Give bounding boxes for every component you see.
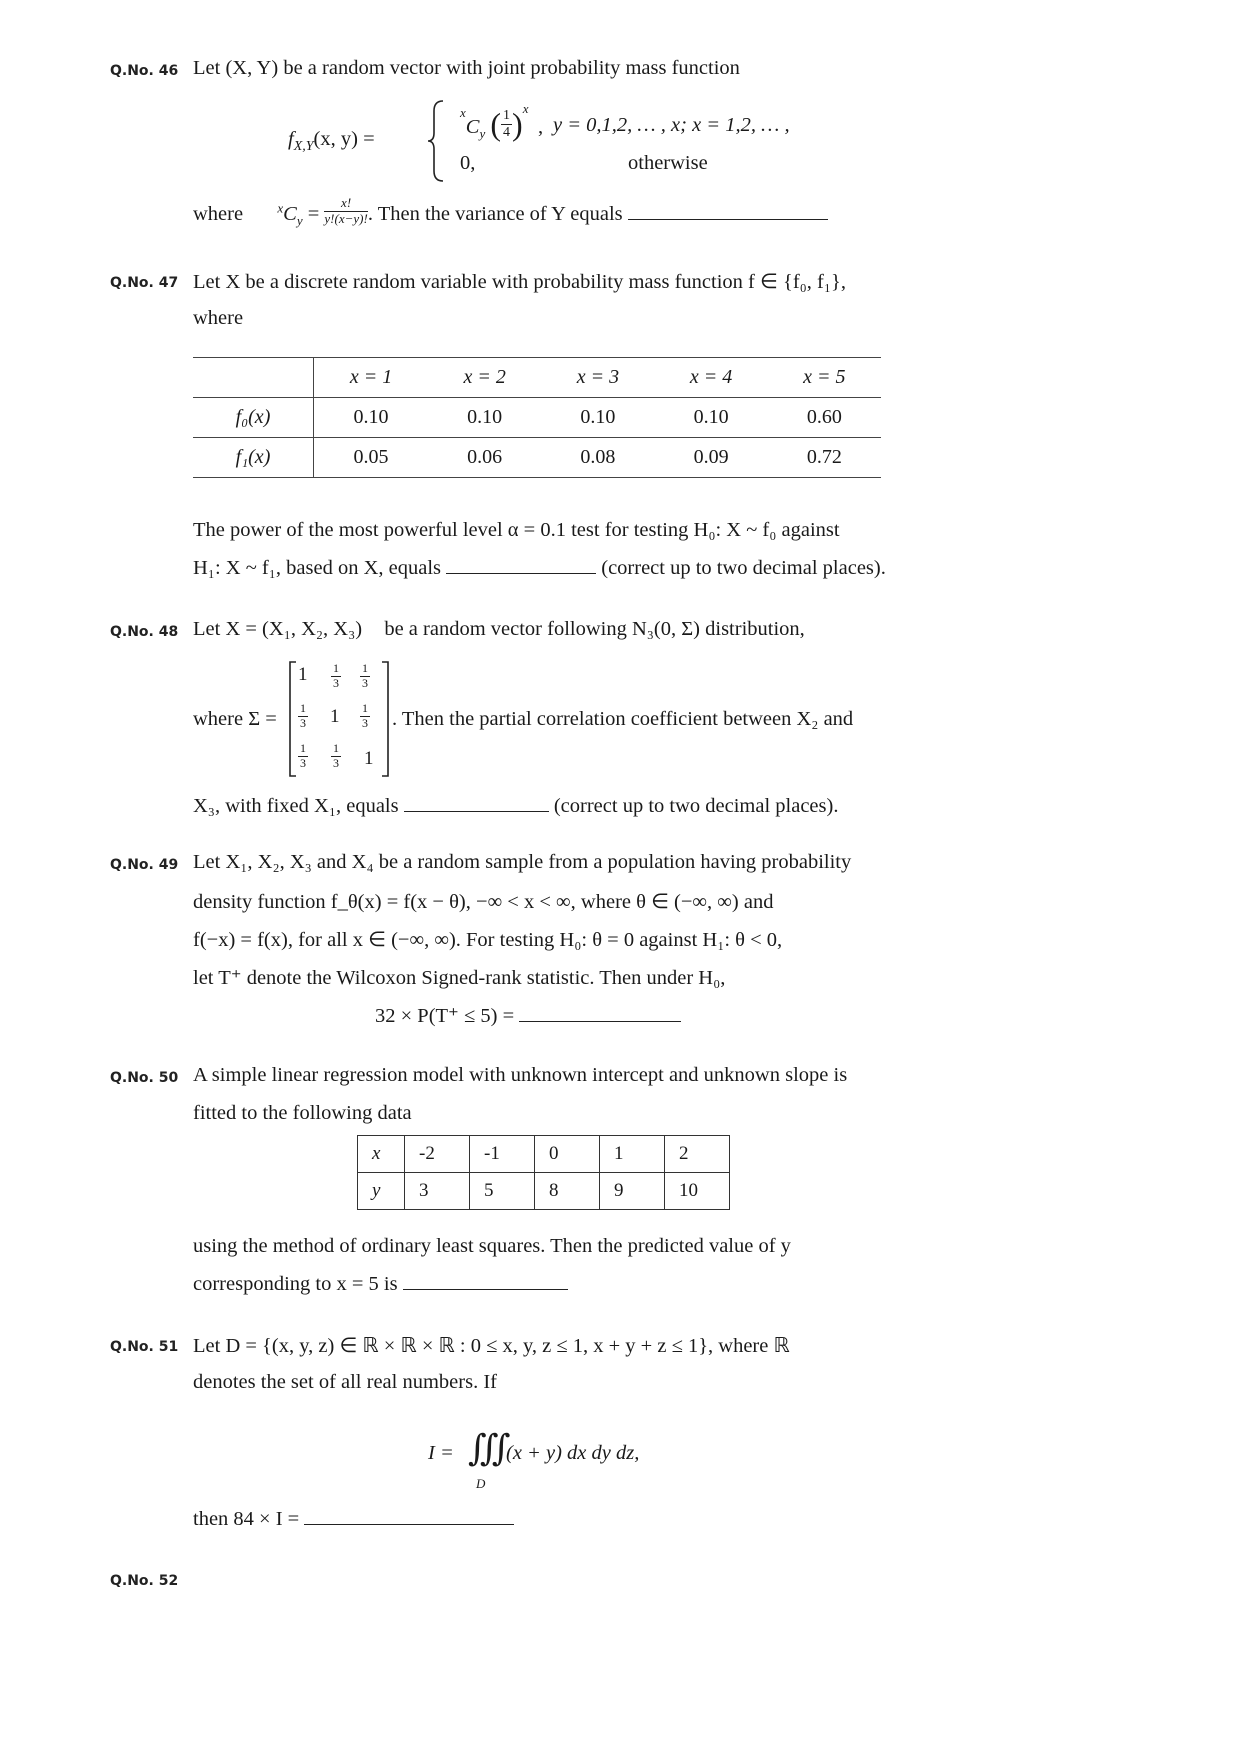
matrix-entry-1-3: 1 3 (362, 661, 368, 690)
pmf-cell: 0.09 (655, 438, 768, 478)
def-coef-superscript: x (277, 200, 284, 216)
q48-answer-blank (404, 810, 549, 812)
question-number-46: Q.No. 46 (110, 63, 179, 79)
pmf-header-cell: x = 2 (428, 358, 541, 398)
integral-domain: D (476, 1476, 486, 1491)
q49-line-1: Let X₁, X₂, X₃ and X₄ be a random sample from a population having probability (193, 851, 852, 873)
question-number-51: Q.No. 51 (110, 1339, 179, 1355)
question-number-49: Q.No. 49 (110, 857, 179, 873)
regression-x-value: 1 (600, 1136, 665, 1173)
q48-answer-line (193, 795, 838, 818)
pmf-table (193, 357, 881, 478)
pmf-header-row (193, 358, 881, 398)
pmf-cell: 0.10 (428, 398, 541, 438)
regression-y-row (358, 1173, 730, 1210)
q51-line-2: denotes the set of all real numbers. If (193, 1371, 497, 1393)
quarter-denominator: 4 (503, 124, 511, 140)
where-label: where (193, 203, 244, 226)
coef-superscript: x (460, 105, 466, 121)
q46-answer-blank (628, 218, 828, 220)
def-numerator: x! (341, 195, 352, 210)
q48-intro-line (193, 618, 805, 641)
matrix-entry-1-1: 1 (298, 664, 308, 685)
integral-sign-icon: ∭ (468, 1428, 511, 1469)
matrix-entry-2-2: 1 (330, 706, 340, 727)
q47-power-text: The power of the most powerful level α = 0.1 test for testing H₀: X ~ f₀ against (193, 519, 840, 541)
case1-condition: y = 0,1,2, … , x; x = 1,2, … , (553, 114, 790, 136)
def-denominator: y!(x−y)! (324, 210, 368, 226)
right-bracket-icon (380, 660, 390, 778)
def-coef-C: C (283, 203, 297, 226)
q46-question-text: Then the variance of Y equals (377, 203, 623, 226)
question-number-47: Q.No. 47 (110, 275, 179, 291)
matrix-entry-2-1: 1 3 (300, 701, 306, 730)
coef-subscript: y (479, 126, 486, 142)
regression-y-value: 10 (665, 1173, 730, 1210)
q49-line-4: let T⁺ denote the Wilcoxon Signed-rank statistic. Then under H₀, (193, 967, 726, 989)
question-number-48: Q.No. 48 (110, 624, 179, 640)
q48-where-label: where Σ = (193, 708, 277, 730)
question-number-52: Q.No. 52 (110, 1573, 179, 1589)
regression-data-table (357, 1135, 730, 1210)
matrix-entry-3-2: 1 3 (333, 741, 339, 770)
pmf-cell: 0.10 (655, 398, 768, 438)
q46-intro-text: Let (X, Y) be a random vector with joint probability mass function (193, 57, 740, 79)
q49-expression: 32 × P(T⁺ ≤ 5) = (375, 1005, 515, 1027)
regression-x-value: 2 (665, 1136, 730, 1173)
pmf-cell: 0.05 (314, 438, 429, 478)
integrand: (x + y) dx dy dz, (506, 1442, 640, 1464)
q50-line-1: A simple linear regression model with unknown intercept and unknown slope is (193, 1064, 848, 1086)
q49-answer-line (375, 1003, 681, 1028)
q46-where-line: where $^xC_y$ = $\frac{x!}{y!(x-y)!}$ . Then the variance of Y equals (193, 200, 828, 231)
f-arguments: (x, y) = (313, 128, 375, 150)
quarter-numerator: 1 (501, 108, 512, 125)
triple-integral (428, 1428, 728, 1498)
pmf-header-cell: x = 3 (541, 358, 654, 398)
q49-answer-blank (519, 1020, 681, 1022)
coef-C: C (465, 116, 480, 138)
f-symbol: f (288, 128, 294, 150)
pmf-header-cell: x = 1 (314, 358, 429, 398)
regression-x-label: x (358, 1136, 405, 1173)
regression-y-value: 3 (405, 1173, 470, 1210)
q51-line-1: Let D = {(x, y, z) ∈ ℝ × ℝ × ℝ : 0 ≤ x, y, z ≤ 1, x + y + z ≤ 1}, where ℝ (193, 1335, 790, 1357)
q48-distribution-text: be a random vector following N₃(0, Σ) distribution, (384, 618, 805, 640)
q47-intro-text: Let X be a discrete random variable with probability mass function f ∈ {f₀, f₁}, (193, 271, 846, 293)
q49-line-2: density function f_θ(x) = f(x − θ), −∞ < x < ∞, where θ ∈ (−∞, ∞) and (193, 891, 774, 913)
pmf-cell: 0.10 (314, 398, 429, 438)
q48-precision-note: (correct up to two decimal places). (553, 795, 839, 817)
pmf-row-label: f₀(x) (193, 398, 314, 438)
q50-answer-blank (403, 1288, 568, 1290)
pmf-cell: 0.72 (768, 438, 881, 478)
pmf-cell: 0.06 (428, 438, 541, 478)
question-number-50: Q.No. 50 (110, 1070, 179, 1086)
q47-answer-line (193, 557, 886, 580)
q49-line-3: f(−x) = f(x), for all x ∈ (−∞, ∞). For testing H₀: θ = 0 against H₁: θ < 0, (193, 929, 783, 951)
pmf-row-f0 (193, 398, 881, 438)
q47-where-text: where (193, 307, 244, 329)
pmf-header-empty (193, 358, 314, 398)
pmf-row-f1 (193, 438, 881, 478)
integral-lhs: I = (428, 1442, 454, 1464)
q50-answer-line (193, 1273, 568, 1296)
matrix-entry-1-2: 1 3 (333, 661, 339, 690)
q51-expression: then 84 × I = (193, 1508, 300, 1530)
regression-x-value: -1 (470, 1136, 535, 1173)
pmf-row-label: f₁(x) (193, 438, 314, 478)
regression-y-value: 5 (470, 1173, 535, 1210)
matrix-entry-3-1: 1 3 (300, 741, 306, 770)
f-subscript: X,Y (293, 139, 314, 155)
regression-y-value: 9 (600, 1173, 665, 1210)
regression-y-label: y (358, 1173, 405, 1210)
regression-x-value: 0 (535, 1136, 600, 1173)
q50-question-text: corresponding to x = 5 is (193, 1273, 398, 1295)
q51-answer-line (193, 1508, 514, 1531)
q47-hypothesis-text: H₁: X ~ f₁, based on X, equals (193, 557, 441, 579)
def-coef-subscript: y (296, 213, 303, 229)
q47-answer-blank (446, 572, 596, 574)
regression-x-value: -2 (405, 1136, 470, 1173)
matrix-entry-3-3: 1 (364, 748, 374, 769)
q48-vector-text: Let X = (X₁, X₂, X₃) (193, 618, 363, 640)
q51-answer-blank (304, 1523, 514, 1525)
left-brace-icon (426, 99, 446, 183)
pmf-cell: 0.60 (768, 398, 881, 438)
pmf-cell: 0.10 (541, 398, 654, 438)
q50-line-3: using the method of ordinary least squares. Then the predicted value of y (193, 1235, 791, 1257)
regression-y-value: 8 (535, 1173, 600, 1210)
q47-precision-note: (correct up to two decimal places). (601, 557, 886, 579)
pmf-header-cell: x = 4 (655, 358, 768, 398)
left-bracket-icon (288, 660, 298, 778)
case2-condition: otherwise (628, 152, 708, 174)
q48-partial-correlation-text: . Then the partial correlation coefficient between X₂ and (392, 708, 854, 730)
covariance-matrix (288, 660, 390, 778)
q46-pmf-formula: $f_{X,Y}(x$, y) = $^xC_y$ ( $\frac{1}{4}$ )$^x$ , y = 0,1,2, … , x; x = 1,2, … , 0, otherwise (288, 96, 848, 186)
power-exponent: x (522, 101, 529, 117)
pmf-header-cell: x = 5 (768, 358, 881, 398)
case2-value: 0, (460, 152, 476, 174)
matrix-entry-2-3: 1 3 (362, 701, 368, 730)
pmf-cell: 0.08 (541, 438, 654, 478)
q48-fixed-text: X₃, with fixed X₁, equals (193, 795, 399, 817)
q50-line-2: fitted to the following data (193, 1102, 412, 1124)
regression-x-row (358, 1136, 730, 1173)
